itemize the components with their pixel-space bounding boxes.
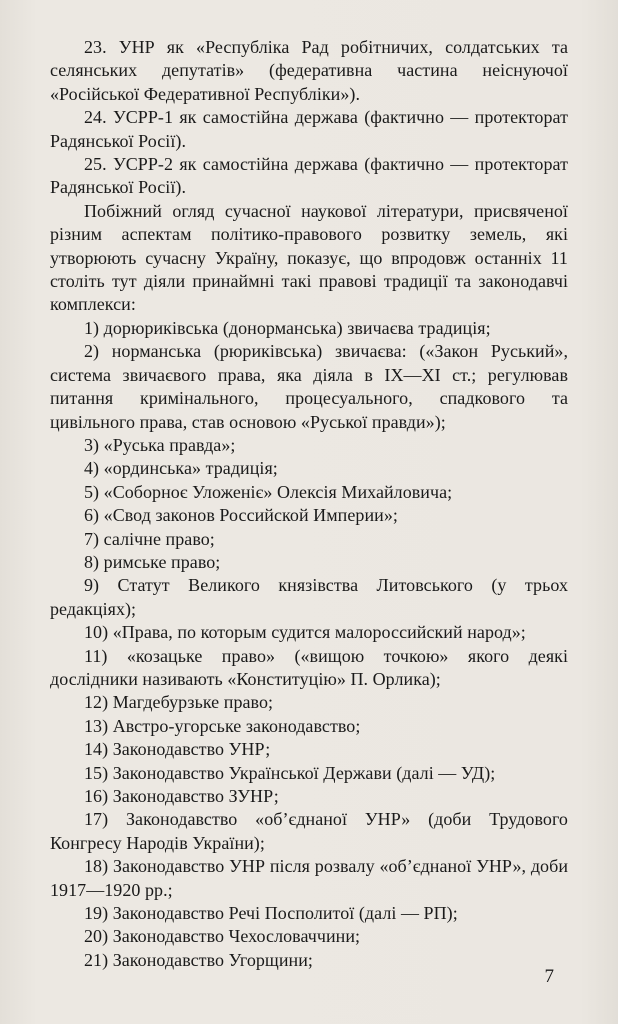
paragraph-25: 25. УСРР-2 як самостійна держава (фактично — протекторат Радянської Росії). — [50, 154, 568, 198]
list-item-10: 10) «Права, по которым судится малороссийский народ»; — [84, 622, 526, 643]
list-item-16: 16) Законодавство ЗУНР; — [84, 786, 279, 806]
paragraph-24: 24. УСРР-1 як самостійна держава (фактично — протекторат Радянської Росії). — [50, 107, 568, 151]
paragraph-23: 23. УНР як «Республіка Рад робітничих, солдатських та селянських депутатів» (федеративна частина неіснуючої «Російської Федеративної Республіки»). — [50, 37, 568, 104]
list-item-17: 17) Законодавство «об’єднаної УНР» (доби Трудового Конгресу Народів України); — [50, 809, 568, 853]
list-item-11: 11) «козацьке право» («вищою точкою» якого деякі дослідники називають «Конституцію» П. Орлика); — [50, 645, 568, 689]
list-item-4: 4) «ординська» традиція; — [84, 458, 278, 479]
list-item-20: 20) Законодавство Чехословаччини; — [84, 926, 361, 947]
list-item-3: 3) «Руська правда»; — [84, 434, 236, 455]
list-item-21: 21) Законодавство Угорщини; — [84, 949, 313, 970]
list-item-9: 9) Статут Великого князівства Литовського (у трьох редакціях); — [50, 575, 568, 619]
list-item-12: 12) Магдебурзьке право; — [84, 692, 274, 713]
list-item-15: 15) Законодавство Української Держави (далі — УД); — [84, 762, 496, 783]
paragraph-overview: Побіжний огляд сучасної наукової літератури, присвяченої різним аспектам політико-правового розвитку земель, які утворюють сучасну Україну, показує, що впродовж останніх 11 століть тут діяли принаймні такі правові традиції та законодавчі комплекси: — [50, 200, 568, 315]
page-number: 7 — [544, 966, 554, 987]
list-item-14: 14) Законодавство УНР; — [84, 739, 271, 760]
list-item-18: 18) Законодавство УНР після розвалу «об’єднаної УНР», доби 1917—1920 рр.; — [50, 856, 568, 900]
list-item-2: 2) норманська (рюриківська) звичаєва: («Закон Руський», система звичаєвого права, яка діяла в IX—XI ст.; регулював питання кримінального, процесуального, спадкового та цивільного права, став основою «Руської правди»); — [50, 341, 568, 432]
list-item-1: 1) дорюриківська (донорманська) звичаєва традиція; — [84, 317, 491, 338]
list-item-7: 7) салічне право; — [84, 528, 215, 549]
list-item-5: 5) «Соборноє Уложеніє» Олексія Михайловича; — [84, 481, 453, 502]
list-item-6: 6) «Свод законов Российской Империи»; — [84, 505, 398, 526]
list-item-8: 8) римське право; — [84, 551, 221, 572]
list-item-13: 13) Австро-угорське законодавство; — [84, 715, 361, 736]
list-item-19: 19) Законодавство Речі Посполитої (далі — РП); — [84, 903, 458, 924]
